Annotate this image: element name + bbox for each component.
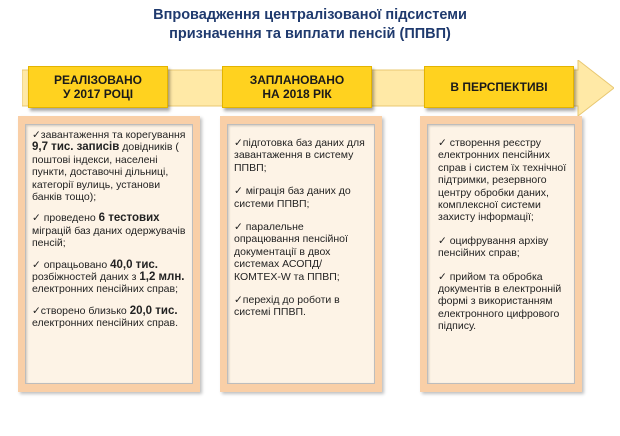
- planned-item: ✓ міграція баз даних до системи ППВП;: [234, 185, 351, 210]
- planned-item: ✓ паралельне опрацювання пенсійної документації в двох системах АСОПД/КОМТЕХ-W та ППВП;: [234, 221, 348, 283]
- header-done: РЕАЛІЗОВАНО У 2017 РОЦІ: [28, 66, 168, 108]
- column-planned: [220, 116, 382, 392]
- column-done: [18, 116, 200, 392]
- column-future: [420, 116, 582, 392]
- future-item: ✓ оцифрування архіву пенсійних справ;: [438, 234, 549, 260]
- done-item: ✓створено близько 20,0 тис. електронних пенсійних справ.: [32, 304, 179, 330]
- title-line-1: Впровадження централізованої підсистеми: [153, 7, 467, 23]
- future-item: ✓ створення реєстру електронних пенсійних справ і систем їх технічної підтримки, резервного центру обробки даних, комплексної системи захисту інформації;: [438, 137, 567, 224]
- done-item: ✓ проведено 6 тестових міграцій баз даних одержувачів пенсій;: [32, 212, 186, 250]
- title-line-2: призначення та виплати пенсій (ППВП): [169, 26, 451, 42]
- done-item: ✓завантаження та корегування 9,7 тис. записів довідників ( поштові індекси, населені пункти, доставочні дільниці, категорії вулиць, установи банків тощо);: [32, 129, 186, 204]
- column-planned-content: [227, 124, 375, 384]
- future-item: ✓ прийом та обробка документів в електронній формі з використанням електронного цифрового підпису.: [438, 270, 562, 333]
- header-planned: ЗАПЛАНОВАНО НА 2018 РІК: [222, 66, 372, 108]
- column-future-content: [427, 124, 575, 384]
- planned-item: ✓перехід до роботи в системі ППВП.: [234, 294, 340, 319]
- done-item: ✓ опрацьовано 40,0 тис. розбіжностей даних з 1,2 млн. електронних пенсійних справ;: [32, 258, 185, 296]
- page-title: [0, 6, 620, 44]
- column-done-content: [25, 124, 193, 384]
- planned-item: ✓підготовка баз даних для завантаження в систему ППВП;: [234, 137, 365, 174]
- header-future: В ПЕРСПЕКТИВІ: [424, 66, 574, 108]
